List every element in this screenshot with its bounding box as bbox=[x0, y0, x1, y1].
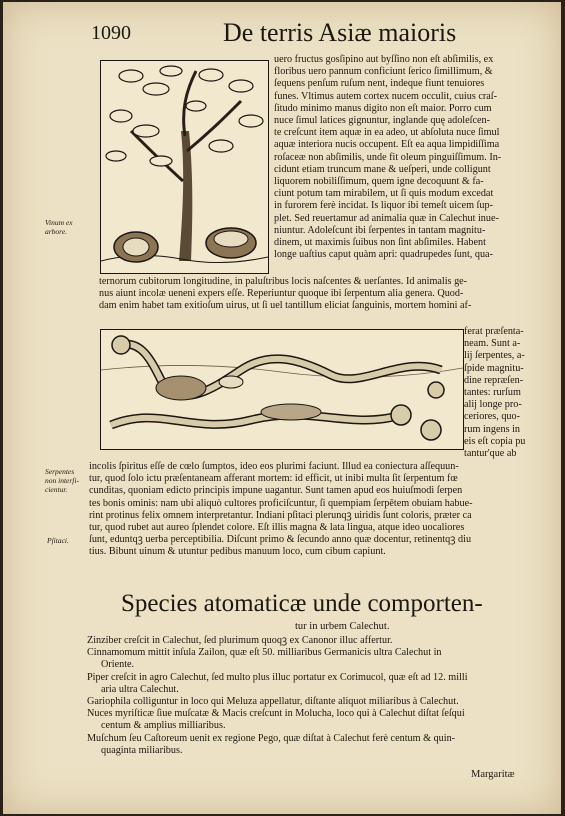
text-full-width-2: incolis ſpiritus eſſe de cœlo ſumptos, ideo eos plurimi faciunt. Illud ea coniectura aſſequun- tur, quod ſolo ictu præſentaneam afferant mortem: id efficit, ut inibi multa ſit ſerpentum fœ cunditas, quoniam edicto principis impune uagantur. Sunt tamen apud eos huiuſmodi ſerpen tes bonis ominis: nam ubi aliquò cultores proficiſcuntur, ſi quempiam ſerpētem obuiam habue- rint protinus felix omnem interpretantur. Indiani pſitaci plerunqꝫ uiridis ſunt coloris, præter ca tur, quod rubet aut aureo ſplendet colore. Eſt illis magna & lata lingua, atque ideo uocaliores ſunt, eduntqꝫ uerba perceptibilia. Diſcunt primo & ſecundo anno quæ docentur, retinentqꝫ diu tius. Bibunt uinum & utuntur pedibus manuum loco, cum cibum capiunt. bbox=[89, 461, 473, 558]
marginal-note-serpentes: Serpentes non interſi- cientur. bbox=[45, 467, 79, 494]
text-column-top: uero fructus gosſipino aut byſſino non eſt abſimilis, ex floribus uero pannum conficiunt ſerico ſimillimum, & ſequens penſum ruſum nent, indeque fiunt tenuiores funes. Vltimus autem cortex nucem occulit, cuius craſ- ſitudo minimo manus digito non eſt maior. Porro cum nuce ſimul latices gignuntur, inglande quę adoleſcen- te creſcunt item aquæ in ea adeo, ut abſoluta nuce ſimul aquæ interiora nucis occupent. Eſt ea aqua limpidiſſima roſaceæ non abſimilis, unde fit oleum pinguiſſimum. In- cidunt etiam truncum mane & ueſperi, unde colligunt liquorem nobiliſſimum, quem igne decoquunt & fa- ciunt potum tam mirabilem, ut ſi quis modum excedat in furorem ferè incidat. Is liquor ibi temeſt uicem ſup- plet. Sed reuertamur ad animalia quæ in Calechut inue- niuntur. Adoleſcunt ibi ſerpentes in tantam magnitu- dinem, ut maximis ſuibus non ſint abſimiles. Habent longe uaſtius caput quàm apri: quadrupedes ſunt, qua- bbox=[274, 54, 502, 261]
species-list: Zinziber creſcit in Calechut, ſed plurimum quoqꝫ ex Canonor illuc affertur. Cinnamomum mittit inſula Zailon, quæ eſt 50. milliaribus Germanicis ultra Calechut in Oriente. Piper creſcit in agro Calechut, ſed multo plus illuc portatur ex Corimucol, quæ eſt ad 12. milli aria ultra Calechut. Gariophila colliguntur in loco qui Meluza appellatur, diſtante aliquot miliaribus à Calechut. Nuces myriſticæ ſiue muſcatæ & Macis creſcunt in Molucha, loco qui à Calechut diſtat ſeſqui centum & amplius milliaribus. Muſchum ſeu Caſtoreum uenit ex regione Pego, quæ diſtat à Calechut ferè centum & quin- quaginta miliaribus. bbox=[87, 635, 468, 756]
tree-illustration bbox=[101, 61, 268, 273]
page-title: De terris Asiæ maioris bbox=[223, 18, 457, 47]
coconut-tree-woodcut bbox=[100, 60, 269, 274]
marginal-note-vinum: Vinum ex arbore. bbox=[45, 218, 73, 236]
text-full-width-1: ternorum cubitorum longitudine, in paluſtribus locis naſcentes & uerſantes. Id animalis ge- nus aiunt incolæ ueneni expers eſſe. Reperiuntur quoque ibi ſerpentum alia genera. Quod- dam enim habet tam exitioſum uirus, ut ſi uel tantillum eliciat ſanguinis, mortem homini af- bbox=[99, 276, 472, 312]
catchword: Margaritæ bbox=[471, 769, 515, 780]
text-column-side: ferat præſenta- neam. Sunt a- lij ſerpentes, a- ſpide magnitu- dine repræſen- tantes: rurſum alij longe pro- ceriores, quo- rum ingens in eis eſt copia pu tantur'que ab bbox=[464, 326, 526, 460]
section-subheading: tur in urbem Calechut. bbox=[295, 621, 390, 632]
serpents-woodcut bbox=[100, 329, 464, 450]
marginal-note-psitaci: Pſitaci. bbox=[47, 536, 69, 545]
section-heading: Species atomaticæ unde comporten- bbox=[121, 590, 483, 617]
serpents-illustration bbox=[101, 330, 463, 449]
page-number: 1090 bbox=[91, 22, 131, 44]
book-page bbox=[3, 2, 561, 814]
